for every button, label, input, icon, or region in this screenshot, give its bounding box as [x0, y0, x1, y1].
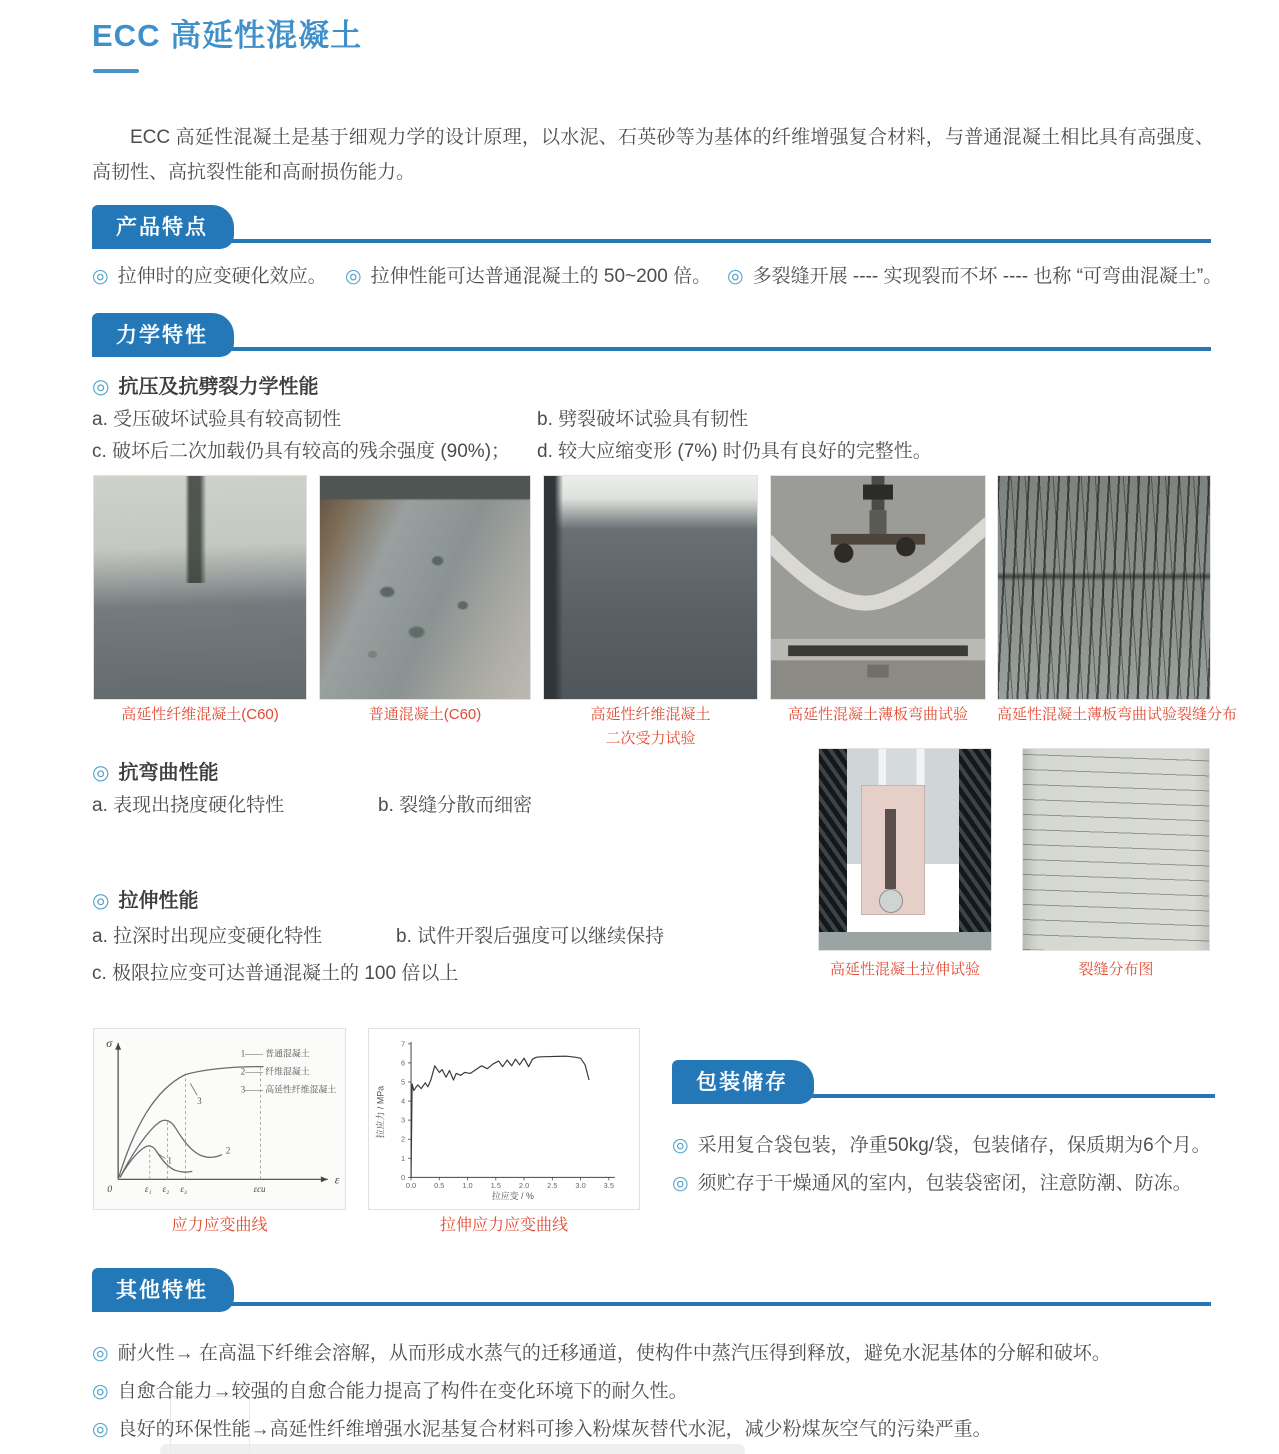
- ring-bullet-icon: ◎: [727, 266, 744, 287]
- photo-bending-crack-distribution: [997, 475, 1211, 700]
- tensile-ylabel: 拉应力 / MPa: [375, 1085, 386, 1139]
- legend-entry-1: 1—— 普通混凝土: [240, 1048, 310, 1059]
- epsilon-axis-label: ε: [334, 1172, 340, 1187]
- photo-thin-plate-bending-test: [770, 475, 986, 700]
- chart-caption-left: 应力应变曲线: [171, 1217, 268, 1234]
- svg-text:1: 1: [400, 1153, 406, 1163]
- curve-label-3: 3: [197, 1096, 202, 1107]
- title-underline: [93, 69, 139, 73]
- page-title: ECC 高延性混凝土: [92, 18, 363, 53]
- ring-bullet-icon: ◎: [92, 376, 110, 398]
- ring-bullet-icon: ◎: [345, 266, 362, 287]
- svg-text:3.5: 3.5: [603, 1181, 614, 1191]
- section-rule-features: [92, 239, 1211, 243]
- intro-paragraph: ECC 高延性混凝土是基于细观力学的设计原理，以水泥、石英砂等为基体的纤维增强复合材料，与普通混凝土相比具有高强度、高韧性、高抗裂性能和高耐损伤能力。: [92, 127, 1214, 183]
- svg-text:1.5: 1.5: [490, 1181, 501, 1191]
- section-rule-mechanical: [92, 347, 1211, 351]
- packaging-bullet-2: ◎ 须贮存于干燥通风的室内，包装袋密闭，注意防潮、防冻。: [672, 1173, 1192, 1194]
- tick-eps1: ε₁: [144, 1184, 152, 1195]
- compression-item-c: c. 破坏后二次加载仍具有较高的残余强度 (90%)；: [92, 441, 511, 462]
- subsection-compression-title: ◎ 抗压及抗劈裂力学性能: [92, 376, 319, 398]
- origin-label: 0: [107, 1184, 113, 1196]
- tension-item-b: b. 试件开裂后强度可以继续保持: [396, 926, 665, 947]
- section-header-packaging: 包装储存: [672, 1060, 814, 1104]
- feature-bullet-2: ◎ 拉伸性能可达普通混凝土的 50~200 倍。: [345, 266, 712, 287]
- svg-text:0.5: 0.5: [434, 1181, 445, 1191]
- others-bullet-1: ◎ 耐火性→ 在高温下纤维会溶解，从而形成水蒸气的迁移通道，使构件中蒸汽压得到释放，避免水泥基体的分解和破坏。: [92, 1343, 1111, 1364]
- section-header-others: 其他特性: [92, 1268, 234, 1312]
- svg-text:3: 3: [400, 1115, 406, 1125]
- photo-ecc-c60-cube: [93, 475, 307, 700]
- photo-tensile-test-machine: [818, 748, 992, 951]
- others-bullet-2: ◎ 自愈合能力→较强的自愈合能力提高了构件在变化环境下的耐久性。: [92, 1381, 688, 1402]
- photo-caption-2: 普通混凝土(C60): [368, 706, 482, 723]
- subsection-bending-title: ◎ 抗弯曲性能: [92, 762, 219, 784]
- bending-item-b: b. 裂缝分散而细密: [378, 795, 533, 816]
- packaging-bullet-1: ◎ 采用复合袋包装，净重50kg/袋，包装储存，保质期为6个月。: [672, 1135, 1211, 1156]
- chart-caption-right: 拉伸应力应变曲线: [439, 1217, 568, 1234]
- svg-text:6: 6: [400, 1058, 406, 1068]
- ring-bullet-icon: ◎: [92, 1343, 109, 1364]
- legend-entry-3: 3—— 高延性纤维混凝土: [240, 1084, 337, 1095]
- ring-bullet-icon: ◎: [92, 890, 110, 912]
- machine-column-left: [819, 749, 847, 950]
- machine-rod: [885, 809, 896, 889]
- sigma-axis-label: σ: [106, 1035, 113, 1050]
- machine-dial: [879, 889, 903, 913]
- svg-text:4: 4: [400, 1096, 406, 1106]
- photo-caption-1: 高延性纤维混凝土(C60): [121, 706, 279, 723]
- tension-item-a: a. 拉深时出现应变硬化特性: [92, 926, 323, 947]
- svg-text:2.5: 2.5: [547, 1181, 558, 1191]
- feature-bullet-3: ◎ 多裂缝开展 ---- 实现裂而不坏 ---- 也称 “可弯曲混凝土”。: [727, 266, 1223, 287]
- feature-bullet-1: ◎ 拉伸时的应变硬化效应。: [92, 266, 327, 287]
- svg-text:7: 7: [400, 1039, 406, 1049]
- section-header-features: 产品特点: [92, 205, 234, 249]
- machine-base: [819, 932, 991, 950]
- side-photo-caption-2: 裂缝分布图: [1078, 961, 1154, 978]
- photo-ecc-secondary-load: [543, 475, 758, 700]
- tick-eps3: ε₃: [180, 1184, 188, 1195]
- svg-text:0.0: 0.0: [405, 1181, 417, 1191]
- compression-item-a: a. 受压破坏试验具有较高韧性: [92, 409, 342, 430]
- tensile-chart: [368, 1028, 640, 1210]
- svg-text:2.0: 2.0: [518, 1181, 530, 1191]
- photo-caption-4: 高延性混凝土薄板弯曲试验: [787, 706, 968, 723]
- ring-bullet-icon: ◎: [672, 1173, 689, 1194]
- photo-ordinary-c60: [319, 475, 531, 700]
- compression-item-b: b. 劈裂破坏试验具有韧性: [537, 409, 749, 430]
- subsection-tension-title: ◎ 拉伸性能: [92, 890, 199, 912]
- photo-caption-3: 高延性纤维混凝土 二次受力试验: [590, 706, 711, 747]
- compression-item-d: d. 较大应缩变形 (7%) 时仍具有良好的完整性。: [537, 441, 932, 462]
- legend-entry-2: 2—— 纤维混凝土: [240, 1066, 310, 1077]
- ring-bullet-icon: ◎: [92, 1419, 109, 1440]
- photo-crack-distribution-strip: [1022, 748, 1210, 951]
- others-bullet-3: ◎ 良好的环保性能→高延性纤维增强水泥基复合材料可掺入粉煤灰替代水泥，减少粉煤灰空气的污染严重。: [92, 1419, 992, 1440]
- watermark-bar: [160, 1444, 745, 1454]
- svg-text:3.0: 3.0: [575, 1181, 586, 1191]
- ring-bullet-icon: ◎: [92, 266, 109, 287]
- svg-text:1.0: 1.0: [462, 1181, 473, 1191]
- tensile-xlabel: 拉应变 / %: [491, 1191, 534, 1202]
- stress-strain-schematic-chart: [93, 1028, 346, 1210]
- tick-epscu: εcu: [253, 1184, 266, 1195]
- ring-bullet-icon: ◎: [672, 1135, 689, 1156]
- ring-bullet-icon: ◎: [92, 762, 110, 784]
- curve-label-1: 1: [167, 1155, 173, 1166]
- curve-label-2: 2: [225, 1145, 231, 1156]
- bending-item-a: a. 表现出挠度硬化特性: [92, 795, 285, 816]
- tick-eps2: ε₂: [162, 1184, 170, 1195]
- svg-text:2: 2: [400, 1134, 406, 1144]
- photo-caption-5: 高延性混凝土薄板弯曲试验裂缝分布: [997, 706, 1238, 723]
- section-header-mechanical: 力学特性: [92, 313, 234, 357]
- svg-text:5: 5: [400, 1077, 406, 1087]
- svg-text:0: 0: [400, 1172, 406, 1182]
- bending-test-illustration: [771, 476, 985, 699]
- machine-column-right: [959, 749, 991, 950]
- section-rule-others: [92, 1302, 1211, 1306]
- ring-bullet-icon: ◎: [92, 1381, 109, 1402]
- side-photo-caption-1: 高延性混凝土拉伸试验: [829, 961, 980, 978]
- tension-item-c: c. 极限拉应变可达普通混凝土的 100 倍以上: [92, 963, 459, 984]
